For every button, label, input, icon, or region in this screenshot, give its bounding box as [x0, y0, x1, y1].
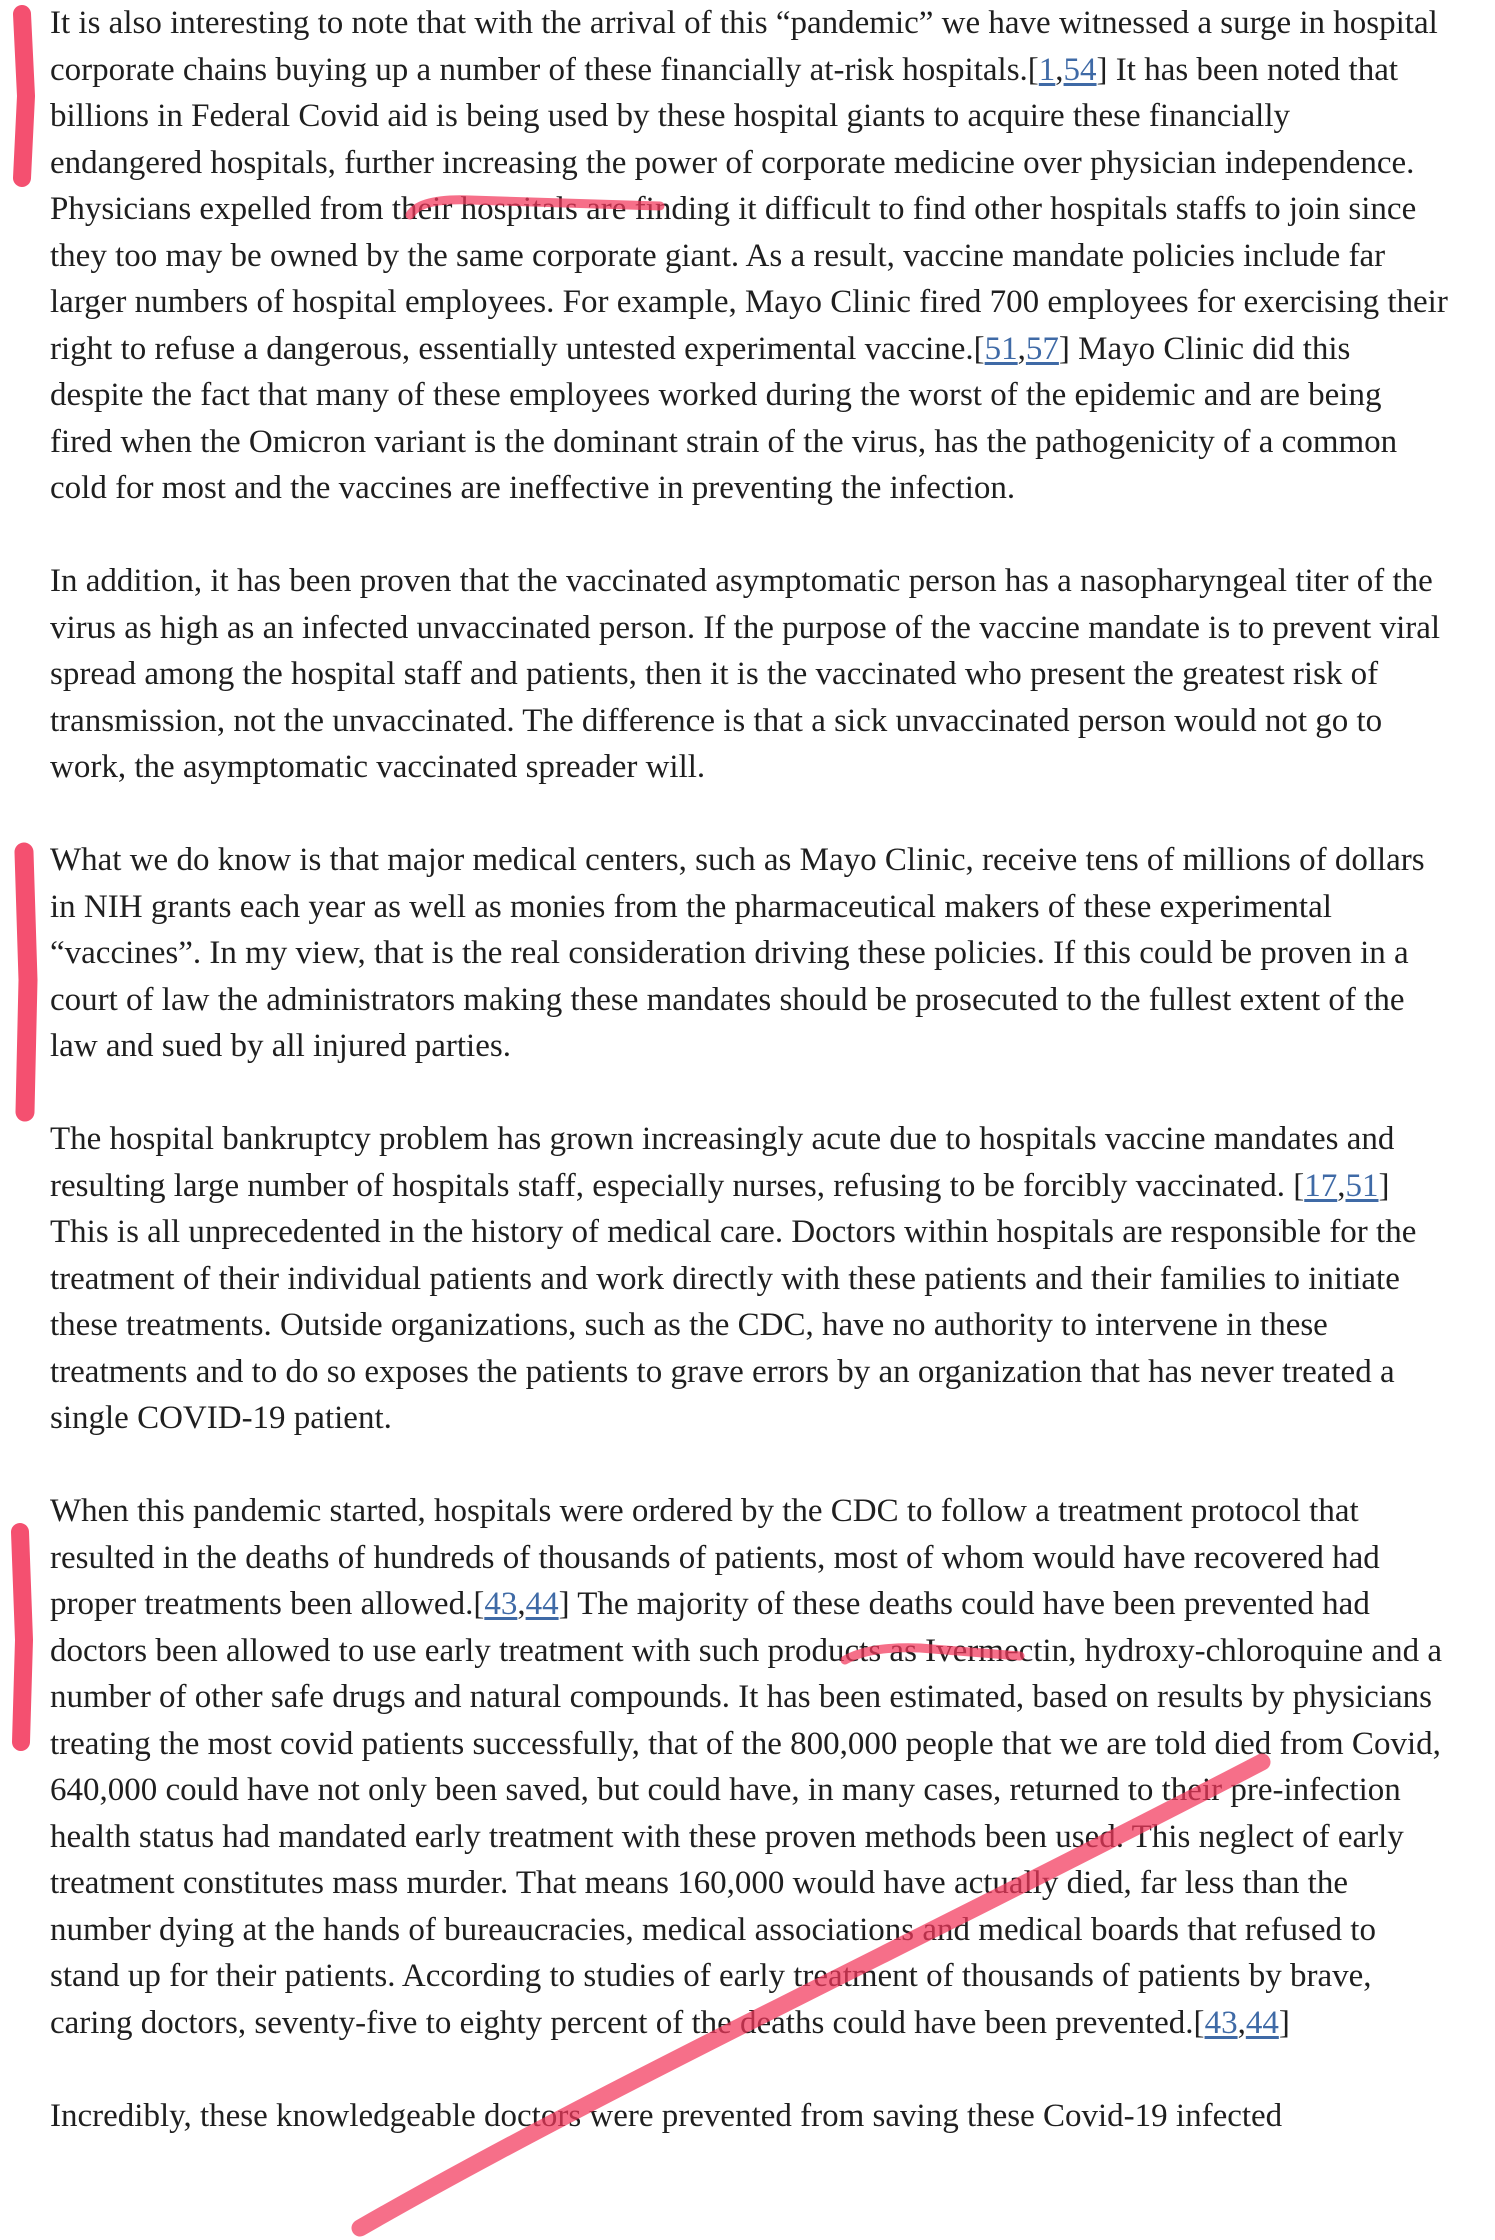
citation-link[interactable]: 1 — [1038, 51, 1056, 88]
paragraph-text: , — [517, 1586, 526, 1622]
citation-link[interactable]: 57 — [1025, 330, 1059, 367]
article-body — [50, 0, 1450, 2186]
citation-link[interactable]: 43 — [484, 1586, 518, 1622]
citation-link[interactable]: 44 — [525, 1586, 559, 1622]
citation-link[interactable]: 54 — [1063, 51, 1097, 88]
article-paragraph — [50, 558, 1450, 791]
paragraph-text: It is also interesting to note that with the arrival of this “pandemic” we have witnessed a surge in hospital corporate chains buying up a number of these financially at-risk hospitals.[ — [50, 5, 1438, 88]
citation-link[interactable]: 51 — [984, 330, 1018, 367]
article-paragraph — [50, 837, 1450, 1070]
margin-bar-mark — [22, 14, 26, 178]
paragraph-text: , — [1055, 51, 1064, 88]
paragraph-text: , — [1337, 1167, 1346, 1204]
paragraph-text: ] Mayo Clinic did this despite the fact that many of these employees worked during the worst of the epidemic and are being fired when the Omicron variant is the dominant strain of the virus, has the pathogenicity of a common cold for most and the vaccines are ineffective in preventing the infection. — [50, 330, 1398, 506]
paragraph-text: ] It has been noted that billions in Federal Covid aid is being used by these hospital giants to acquire these financially endangered hospitals, further increasing the power of corporate medicine over physician independence. Physicians expelled from their hospitals are finding it difficult to find other hospitals staffs to join since they too may be owned by the same corporate giant. As a result, vaccine mandate policies include far larger numbers of hospital employees. For example, Mayo Clinic fired 700 employees for exercising their right to refuse a dangerous, essentially untested experimental vaccine.[ — [50, 51, 1448, 367]
article-paragraph — [50, 2093, 1450, 2140]
paragraph-text: , — [1237, 2004, 1246, 2041]
paragraph-text: Incredibly, these knowledgeable doctors were prevented from saving these Covid-19 infected — [50, 2097, 1283, 2134]
citation-link[interactable]: 44 — [1245, 2004, 1279, 2041]
paragraph-text: ] The majority of these deaths could have been prevented had doctors been allowed to use early treatment with such products as Ivermectin, hydroxy-chloroquine and a number of other safe drugs and natural compounds. It has been estimated, based on results by physicians treating the most covid patients successfully, that of the 800,000 people that we are told died from Covid, 640,000 could have not only been saved, but could have, in many cases, returned to their pre-infection health status had mandated early treatment with these proven methods been used. This neglect of early treatment constitutes mass murder. That means 160,000 would have actually died, far less than the number dying at the hands of bureaucracies, medical associations and medical boards that refused to stand up for their patients. According to studies of early treatment of thousands of patients by brave, caring doctors, seventy-five to eighty percent of the deaths could have been prevented.[ — [50, 1586, 1442, 2041]
citation-link[interactable]: 17 — [1304, 1167, 1338, 1204]
paragraph-text: The hospital bankruptcy problem has grown increasingly acute due to hospitals vaccine mandates and resulting large number of hospitals staff, especially nurses, refusing to be forcibly vaccinated. [ — [50, 1121, 1395, 1204]
citation-link[interactable]: 43 — [1204, 2004, 1238, 2041]
paragraph-text: What we do know is that major medical centers, such as Mayo Clinic, receive tens of millions of dollars in NIH grants each year as well as monies from the pharmaceutical makers of these experimental “vaccines”. In my view, that is the real consideration driving these policies. If this could be proven in a court of law the administrators making these mandates should be prosecuted to the fullest extent of the law and sued by all injured parties. — [50, 842, 1425, 1064]
paragraph-text: ] This is all unprecedented in the history of medical care. Doctors within hospitals are responsible for the treatment of their individual patients and work directly with these patients and their families to initiate these treatments. Outside organizations, such as the CDC, have no authority to intervene in these treatments and to do so exposes the patients to grave errors by an organization that has never treated a single COVID-19 patient. — [50, 1167, 1417, 1436]
citation-link[interactable]: 51 — [1345, 1167, 1379, 1204]
article-paragraph — [50, 1488, 1450, 2046]
paragraph-text: In addition, it has been proven that the vaccinated asymptomatic person has a nasopharyngeal titer of the virus as high as an infected unvaccinated person. If the purpose of the vaccine mandate is to prevent viral spread among the hospital staff and patients, then it is the vaccinated who present the greatest risk of transmission, not the unvaccinated. The difference is that a sick unvaccinated person would not go to work, the asymptomatic vaccinated spreader will. — [50, 563, 1441, 785]
paragraph-text: , — [1017, 330, 1026, 367]
paragraph-text: When this pandemic started, hospitals were ordered by the CDC to follow a treatment protocol that resulted in the deaths of hundreds of thousands of patients, most of whom would have recovered had proper treatments been allowed.[ — [50, 1493, 1380, 1622]
margin-bar-mark — [24, 852, 28, 1112]
article-paragraph — [50, 1116, 1450, 1442]
article-paragraph — [50, 0, 1450, 512]
paragraph-text: ] — [1278, 2004, 1290, 2041]
margin-bar-mark — [20, 1532, 24, 1742]
